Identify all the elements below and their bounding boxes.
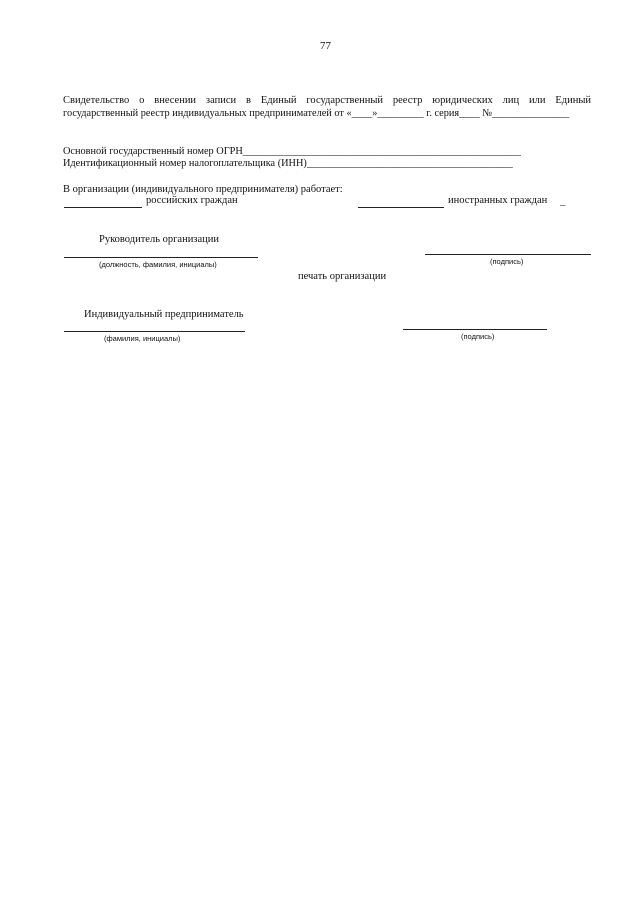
head-title: Руководитель организации (99, 234, 219, 245)
russian-citizens-label: российских граждан (146, 195, 238, 206)
entrepreneur-name-line (64, 331, 245, 332)
entrepreneur-signature-line (403, 329, 547, 330)
inn-field: Идентификационный номер налогоплательщика (ИНН)________________________________________ (63, 158, 513, 169)
head-position-caption: (должность, фамилия, инициалы) (99, 260, 217, 269)
certificate-line-1: Свидетельство о внесении записи в Единый государственный реестр юридических лиц или Единый (63, 95, 591, 106)
ogrn-field: Основной государственный номер ОГРН______________________________________________________ (63, 146, 521, 157)
entrepreneur-signature-caption: (подпись) (461, 332, 495, 341)
foreign-citizens-label: иностранных граждан (448, 195, 548, 206)
page-number: 77 (320, 40, 331, 52)
entrepreneur-name-caption: (фамилия, инициалы) (104, 334, 181, 343)
head-signature-caption: (подпись) (490, 257, 524, 266)
foreign-dash: _ (560, 196, 566, 207)
certificate-line-2: государственный реестр индивидуальных предпринимателей от «____»_________ г. серия____ №_______________ (63, 108, 570, 119)
employees-heading: В организации (индивидуального предпринимателя) работает: (63, 184, 343, 195)
head-position-line (64, 257, 258, 258)
seal-label: печать организации (298, 271, 387, 282)
head-signature-line (425, 254, 591, 255)
foreign-count-line (358, 207, 444, 208)
russian-count-line (64, 207, 142, 208)
entrepreneur-title: Индивидуальный предприниматель (84, 309, 244, 320)
